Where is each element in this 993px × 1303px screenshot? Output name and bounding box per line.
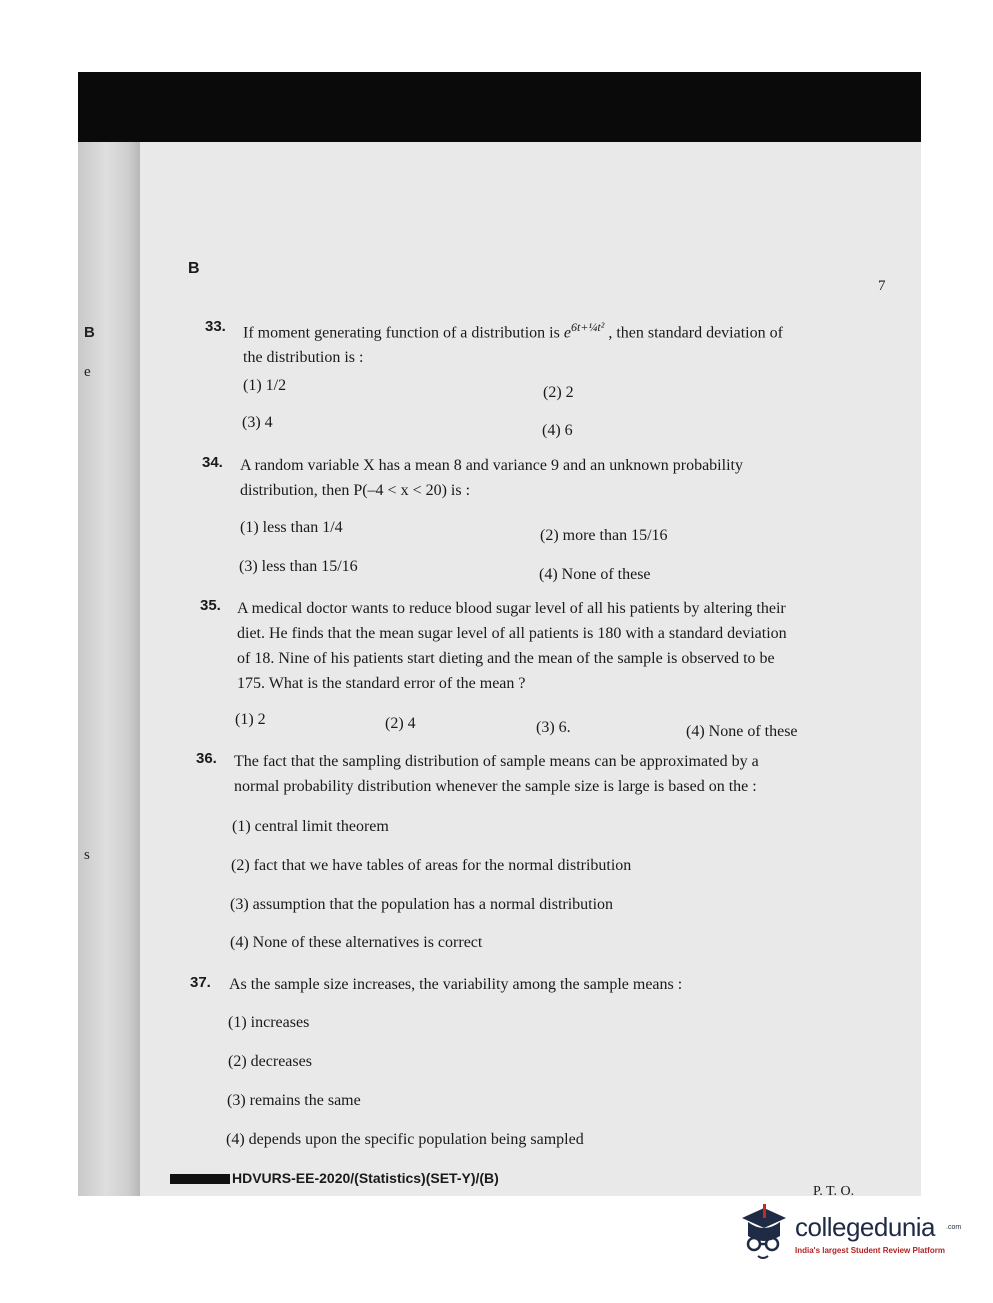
question-text <box>243 315 883 370</box>
question-number: 34. <box>202 454 223 471</box>
option: (3) less than 15/16 <box>239 558 358 575</box>
scan-black-bar <box>78 72 921 142</box>
option: (1) less than 1/4 <box>240 519 343 536</box>
option: (4) None of these <box>686 723 798 740</box>
exp-power: 6t+¼t² <box>570 320 605 334</box>
question-text-line: distribution, then P(–4 < x < 20) is : <box>240 482 471 499</box>
collegedunia-logo[interactable] <box>736 1198 966 1268</box>
exam-code-footer <box>170 1170 499 1186</box>
option: (3) 6. <box>536 719 571 736</box>
option: (4) depends upon the specific population being sampled <box>226 1131 584 1148</box>
question-text-line: of 18. Nine of his patients start dieting and the mean of the sample is observed to be <box>237 650 775 667</box>
option: (4) 6 <box>542 422 573 439</box>
question-text <box>237 596 877 696</box>
option: (4) None of these <box>539 566 651 583</box>
question-text-line: As the sample size increases, the variability among the sample means : <box>229 976 683 993</box>
pto-label: P. T. O. <box>813 1184 855 1196</box>
question-number: 36. <box>196 750 217 767</box>
question-text-line: A random variable X has a mean 8 and variance 9 and an unknown probability <box>240 457 743 474</box>
option: (3) remains the same <box>227 1092 361 1109</box>
question-text-line: 175. What is the standard error of the mean ? <box>237 675 526 692</box>
scanned-page <box>78 72 921 1196</box>
option: (4) None of these alternatives is correct <box>230 934 483 951</box>
logo-suffix: .com <box>946 1224 962 1231</box>
student-mascot-icon <box>736 1200 792 1262</box>
question-text-line: , then standard deviation of <box>608 324 783 342</box>
section-letter: B <box>188 260 200 277</box>
edge-letter: s <box>84 847 90 863</box>
option: (1) 2 <box>235 711 266 728</box>
option: (2) fact that we have tables of areas for the normal distribution <box>231 857 632 874</box>
question-text-line: normal probability distribution whenever the sample size is large is based on the : <box>234 778 757 795</box>
redacted-block <box>170 1174 230 1184</box>
exam-code: HDVURS-EE-2020/(Statistics)(SET-Y)/(B) <box>232 1170 499 1186</box>
option: (1) central limit theorem <box>232 818 389 835</box>
question-text-line: If moment generating function of a distribution is <box>243 324 560 342</box>
option: (2) 4 <box>385 715 416 732</box>
question-text-line: diet. He finds that the mean sugar level of all patients is 180 with a standard deviation <box>237 625 787 642</box>
option: (2) 2 <box>543 384 574 401</box>
option: (2) more than 15/16 <box>540 527 668 544</box>
logo-tagline: India's largest Student Review Platform <box>795 1246 945 1255</box>
previous-page-strip <box>78 142 140 1196</box>
question-text-line: The fact that the sampling distribution of sample means can be approximated by a <box>234 753 759 770</box>
question-text <box>240 453 880 503</box>
logo-wordmark: collegedunia <box>795 1212 936 1242</box>
question-text-line: the distribution is : <box>243 349 364 367</box>
option: (1) increases <box>228 1014 310 1031</box>
edge-letter: B <box>84 324 95 341</box>
edge-letter: e <box>84 364 91 380</box>
option: (2) decreases <box>228 1053 312 1070</box>
question-text <box>234 749 874 799</box>
option: (3) 4 <box>242 414 273 431</box>
question-number: 35. <box>200 597 221 614</box>
question-text <box>229 972 869 997</box>
question-text-line: A medical doctor wants to reduce blood sugar level of all his patients by altering their <box>237 600 786 617</box>
question-number: 33. <box>205 318 226 335</box>
option: (3) assumption that the population has a normal distribution <box>230 896 614 913</box>
exp-base: e <box>563 324 571 342</box>
option: (1) 1/2 <box>243 377 287 394</box>
question-number: 37. <box>190 974 211 991</box>
page-number: 7 <box>878 278 886 294</box>
